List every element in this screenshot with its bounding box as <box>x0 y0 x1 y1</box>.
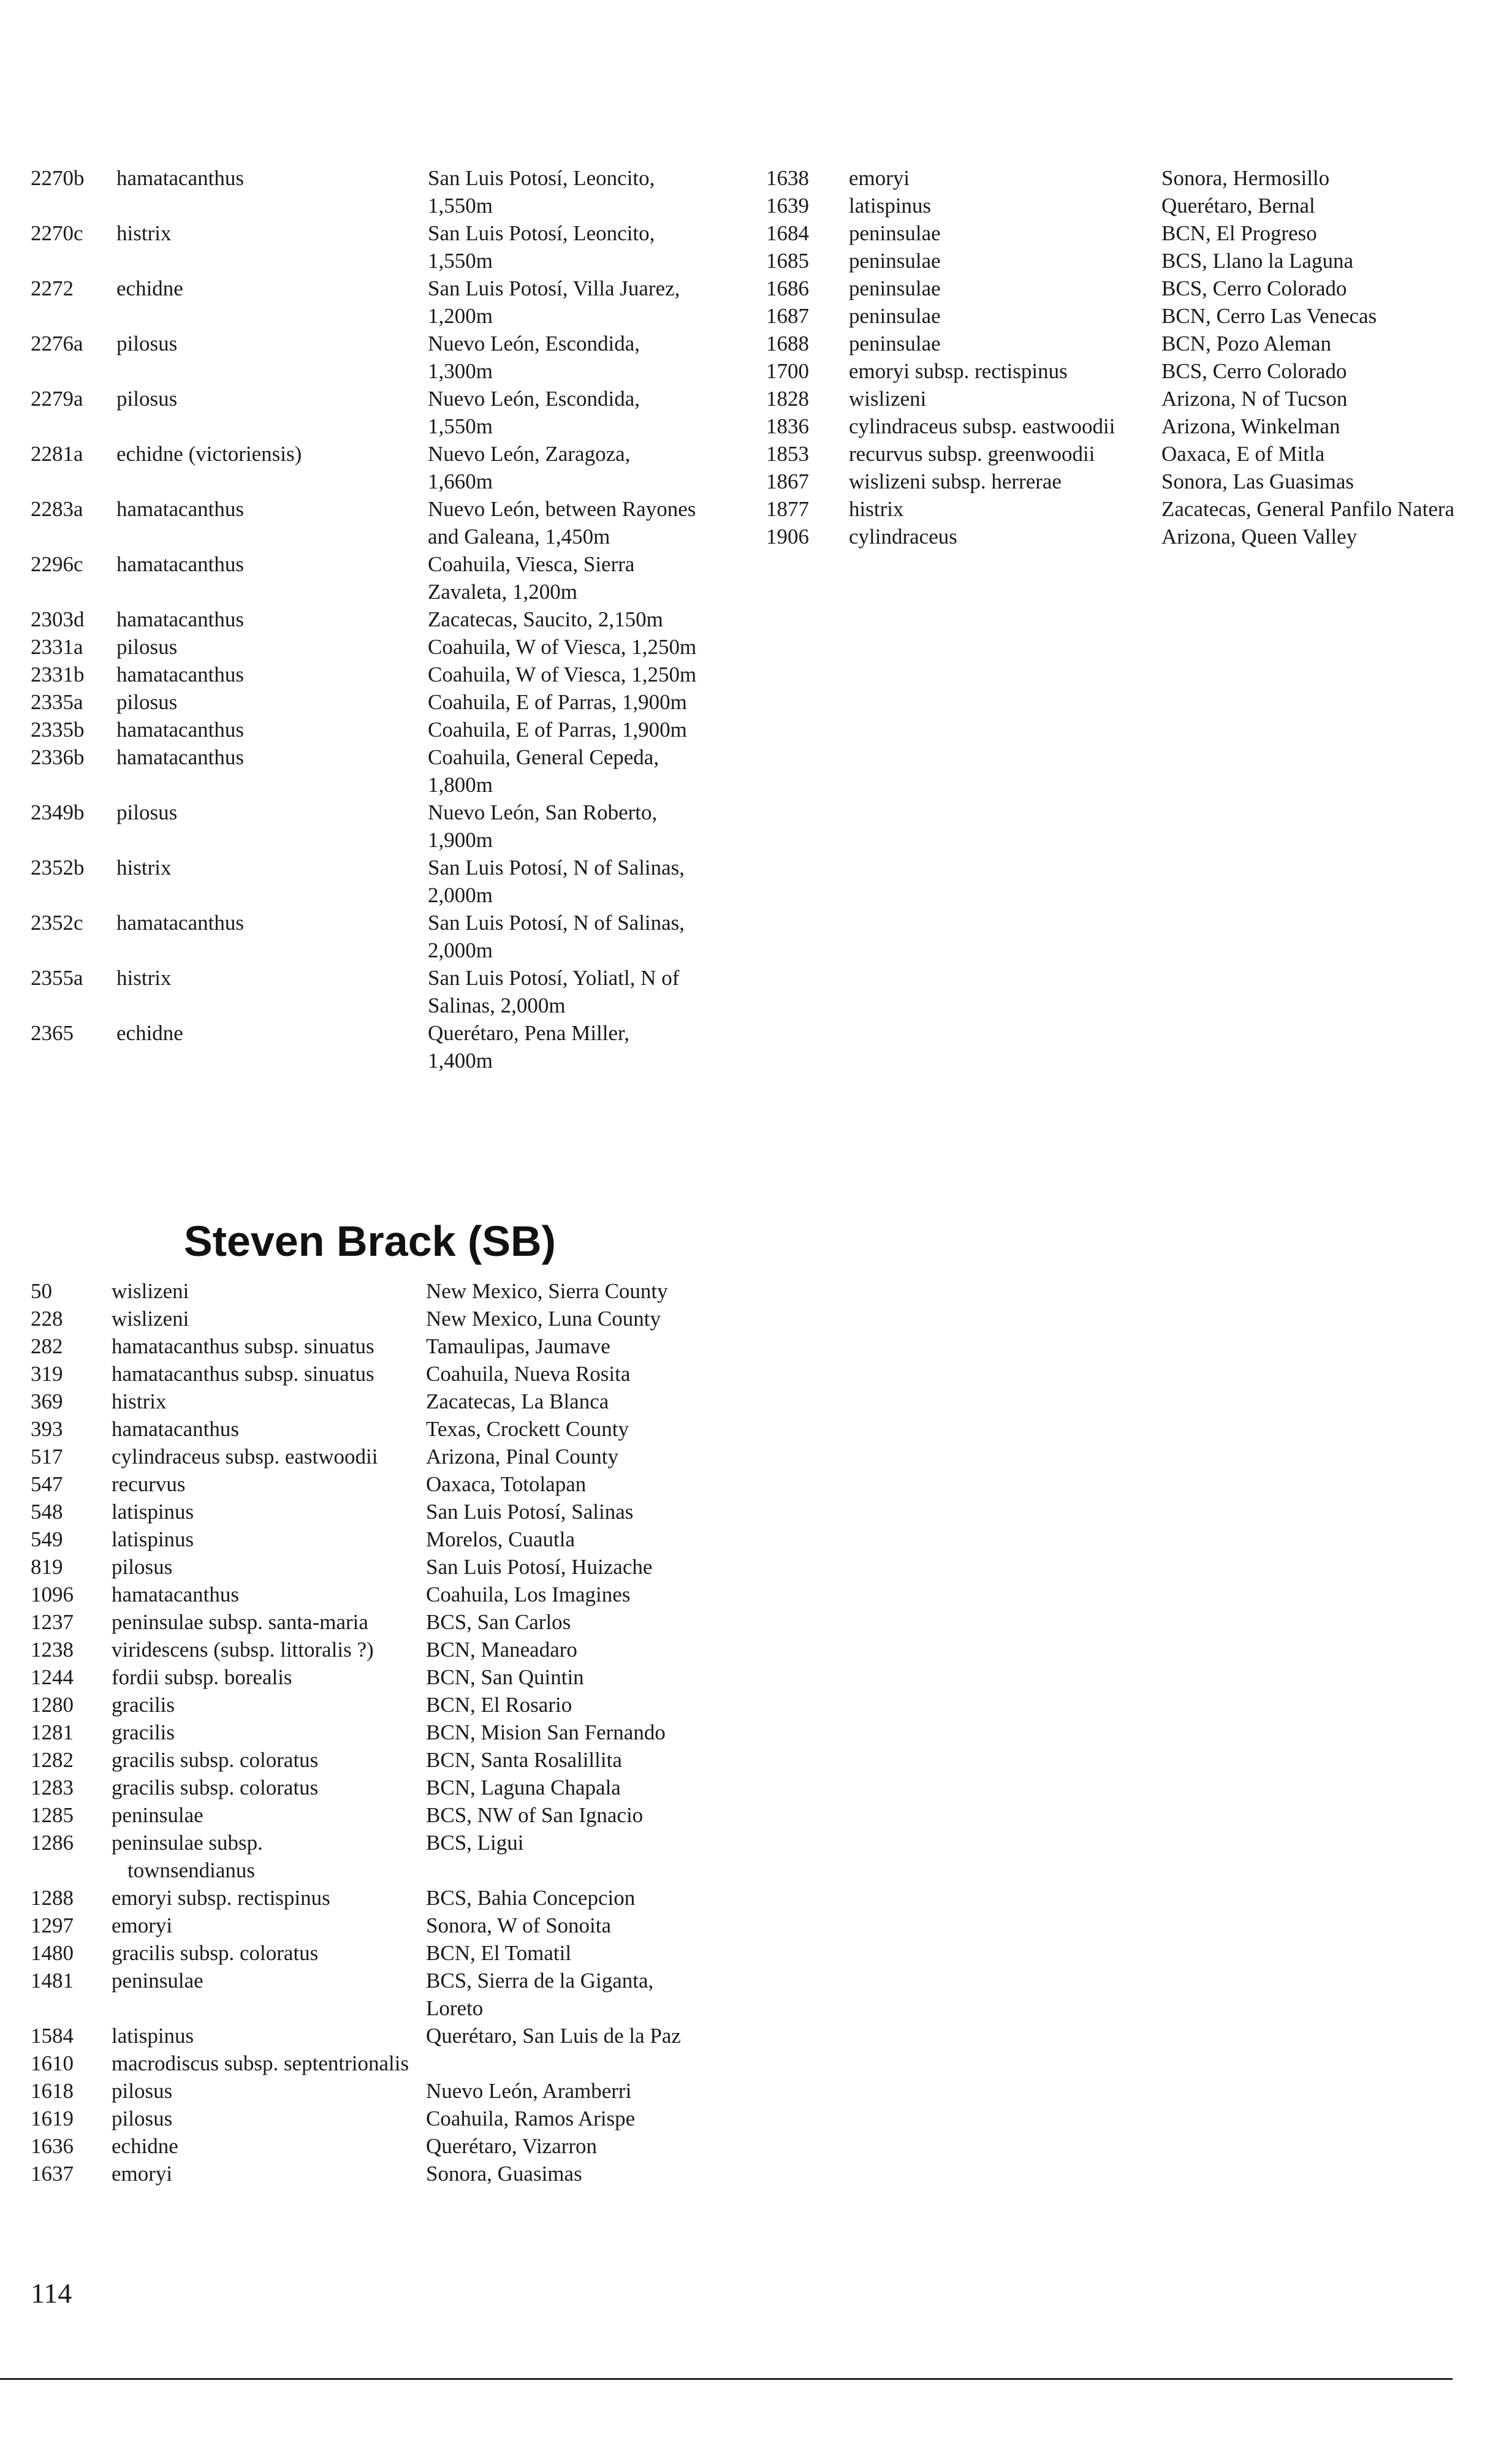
list-item <box>766 330 1471 357</box>
specimen-number: 319 <box>31 1362 63 1386</box>
locality: Querétaro, Pena Miller, 1,400m <box>428 1021 630 1073</box>
specimen-number: 2283a <box>31 497 83 521</box>
specimen-number: 1481 <box>31 1969 74 1993</box>
list-item <box>31 440 693 495</box>
locality: BCN, El Rosario <box>426 1693 572 1717</box>
list-item <box>766 192 1471 219</box>
specimen-number: 369 <box>31 1389 63 1413</box>
list-item <box>31 2077 699 2105</box>
locality: Nuevo León, Escondida, 1,550m <box>428 387 640 438</box>
specimen-number: 1684 <box>766 221 809 245</box>
specimen-number: 1687 <box>766 304 809 328</box>
species-name: pilosus <box>116 800 178 824</box>
list-item <box>31 1636 699 1663</box>
locality: Arizona, Winkelman <box>1161 414 1340 438</box>
locality: Coahuila, W of Viesca, 1,250m <box>428 635 697 659</box>
specimen-number: 1836 <box>766 414 809 438</box>
locality: Coahuila, W of Viesca, 1,250m <box>428 663 697 686</box>
list-item <box>31 688 693 716</box>
list-item <box>766 247 1471 275</box>
locality: Morelos, Cuautla <box>426 1527 576 1551</box>
locality: San Luis Potosí, Yoliatl, N of Salinas, 2,000m <box>428 966 680 1017</box>
locality: Tamaulipas, Jaumave <box>426 1334 610 1358</box>
locality: Sonora, W of Sonoita <box>426 1913 612 1937</box>
specimen-number: 1285 <box>31 1803 74 1827</box>
locality: BCS, Cerro Colorado <box>1161 359 1347 383</box>
locality: Arizona, Pinal County <box>426 1445 618 1469</box>
specimen-number: 1619 <box>31 2107 74 2130</box>
specimen-number: 548 <box>31 1500 63 1524</box>
species-name: gracilis subsp. coloratus <box>112 1748 319 1772</box>
locality: Nuevo León, between Rayones and Galeana, 1,450m <box>428 497 696 549</box>
locality: BCN, Pozo Aleman <box>1161 332 1332 355</box>
specimen-number: 2335a <box>31 690 83 714</box>
specimen-number: 2352b <box>31 856 85 880</box>
specimen-number: 2296c <box>31 552 83 576</box>
species-name: gracilis subsp. coloratus <box>112 1941 319 1965</box>
species-name: pilosus <box>116 332 178 355</box>
specimen-number: 2331a <box>31 635 83 659</box>
locality: Zacatecas, La Blanca <box>426 1389 609 1413</box>
list-item <box>31 164 693 219</box>
species-name: latispinus <box>112 1500 194 1524</box>
specimen-number: 1636 <box>31 2134 74 2158</box>
collection-list-left-top <box>31 164 697 1074</box>
list-item <box>31 2050 699 2077</box>
specimen-number: 819 <box>31 1555 63 1579</box>
locality: BCN, Laguna Chapala <box>426 1776 621 1799</box>
species-name: gracilis <box>112 1720 175 1744</box>
specimen-number: 2352c <box>31 911 83 935</box>
species-name: wislizeni subsp. herrerae <box>849 469 1062 493</box>
specimen-number: 2270c <box>31 221 83 245</box>
locality: Oaxaca, Totolapan <box>426 1472 587 1496</box>
locality: BCS, Llano la Laguna <box>1161 249 1354 273</box>
specimen-number: 2336b <box>31 745 85 769</box>
species-name: histrix <box>116 856 172 880</box>
locality: BCS, NW of San Ignacio <box>426 1803 644 1827</box>
locality: New Mexico, Luna County <box>426 1307 661 1331</box>
list-item <box>31 1332 699 1360</box>
species-name: peninsulae <box>849 249 941 273</box>
specimen-number: 2335b <box>31 718 85 742</box>
species-name: hamatacanthus <box>116 745 244 769</box>
locality: Arizona, N of Tucson <box>1161 387 1348 411</box>
list-item <box>31 2105 699 2132</box>
specimen-number: 2272 <box>31 276 74 300</box>
species-name: emoryi <box>112 2162 173 2186</box>
list-item <box>31 219 693 275</box>
page-number: 114 <box>31 2278 72 2309</box>
species-name: pilosus <box>112 2107 173 2130</box>
species-name: wislizeni <box>849 387 927 411</box>
list-item <box>31 495 696 550</box>
list-item <box>31 2160 699 2187</box>
specimen-number: 1867 <box>766 469 809 493</box>
species-name: peninsulae <box>112 1803 203 1827</box>
list-item <box>31 385 693 440</box>
list-item <box>766 412 1471 440</box>
specimen-number: 50 <box>31 1279 52 1303</box>
specimen-number: 1700 <box>766 359 809 383</box>
list-item <box>31 1967 699 2022</box>
bottom-rule <box>0 2378 1453 2380</box>
species-name: pilosus <box>116 635 178 659</box>
specimen-number: 2331b <box>31 663 85 686</box>
specimen-number: 1853 <box>766 442 809 466</box>
locality: Coahuila, Nueva Rosita <box>426 1362 631 1386</box>
species-name: viridescens (subsp. littoralis ?) <box>112 1638 374 1662</box>
locality: San Luis Potosí, Leoncito, 1,550m <box>428 221 655 273</box>
specimen-number: 2365 <box>31 1021 74 1045</box>
list-item <box>31 1415 699 1443</box>
species-name: pilosus <box>112 1555 173 1579</box>
list-item <box>31 1526 699 1553</box>
list-item <box>31 1719 699 1746</box>
specimen-number: 1828 <box>766 387 809 411</box>
species-name: wislizeni <box>112 1307 189 1331</box>
species-name: hamatacanthus <box>116 497 244 521</box>
list-item <box>31 1019 693 1074</box>
list-item <box>31 1360 699 1388</box>
list-item <box>31 1581 699 1608</box>
species-name: histrix <box>116 966 172 990</box>
specimen-number: 1906 <box>766 525 809 549</box>
species-name: peninsulae subsp. <box>112 1831 263 1855</box>
species-name: hamatacanthus subsp. sinuatus <box>112 1334 374 1358</box>
locality: Zacatecas, Saucito, 2,150m <box>428 607 663 631</box>
locality <box>426 1829 699 1856</box>
specimen-number: 2281a <box>31 442 83 466</box>
locality: BCN, San Quintin <box>426 1665 584 1689</box>
specimen-number: 549 <box>31 1527 63 1551</box>
specimen-number: 1280 <box>31 1693 74 1717</box>
locality: New Mexico, Sierra County <box>426 1279 668 1303</box>
species-name: pilosus <box>112 2079 173 2103</box>
species-name: hamatacanthus <box>116 166 244 190</box>
list-item <box>31 1912 699 1939</box>
species-name: emoryi <box>112 1913 173 1937</box>
list-item <box>31 1388 699 1415</box>
locality: Coahuila, General Cepeda, 1,800m <box>428 745 659 797</box>
species-name: echidne <box>112 2134 178 2158</box>
collection-list-left-bottom <box>31 1277 699 2187</box>
list-item <box>766 302 1471 330</box>
locality: San Luis Potosí, Huizache <box>426 1555 653 1579</box>
list-item <box>31 1443 699 1470</box>
specimen-number: 1639 <box>766 194 809 218</box>
locality: Coahuila, Los Imagines <box>426 1583 631 1606</box>
specimen-number: 282 <box>31 1334 63 1358</box>
locality: Arizona, Queen Valley <box>1161 525 1358 549</box>
list-item <box>31 633 697 661</box>
species-name: hamatacanthus <box>116 911 244 935</box>
specimen-number: 2276a <box>31 332 83 355</box>
list-item <box>31 1498 699 1526</box>
list-item <box>31 1691 699 1719</box>
species-name: latispinus <box>849 194 932 218</box>
species-name: histrix <box>116 221 172 245</box>
specimen-number: 1877 <box>766 497 809 521</box>
species-name: hamatacanthus <box>112 1583 239 1606</box>
specimen-number: 1286 <box>31 1831 74 1855</box>
locality: BCN, Cerro Las Venecas <box>1161 304 1377 328</box>
collection-list-right <box>766 164 1471 550</box>
species-name: hamatacanthus <box>116 663 244 686</box>
specimen-number: 2355a <box>31 966 83 990</box>
locality: Coahuila, Viesca, Sierra Zavaleta, 1,200m <box>428 552 635 604</box>
specimen-number: 547 <box>31 1472 63 1496</box>
specimen-number: 1686 <box>766 276 809 300</box>
locality: BCN, El Progreso <box>1161 221 1317 245</box>
species-name: echidne <box>116 1021 183 1045</box>
locality: San Luis Potosí, N of Salinas, 2,000m <box>428 911 685 962</box>
species-name: peninsulae <box>849 221 941 245</box>
species-name: emoryi subsp. rectispinus <box>112 1886 330 1910</box>
list-item <box>766 164 1471 192</box>
locality: BCS, Sierra de la Giganta, Loreto <box>426 1969 654 2020</box>
specimen-number: 2270b <box>31 166 85 190</box>
species-name: peninsulae <box>849 332 941 355</box>
specimen-number: 1237 <box>31 1610 74 1634</box>
specimen-number: 1238 <box>31 1638 74 1662</box>
list-item <box>31 743 693 799</box>
species-name: echidne (victoriensis) <box>116 442 302 466</box>
list-item <box>31 550 693 606</box>
species-name: echidne <box>116 276 183 300</box>
species-name: gracilis subsp. coloratus <box>112 1776 319 1799</box>
list-item <box>31 1470 699 1498</box>
list-item <box>31 1553 699 1581</box>
species-name: hamatacanthus <box>116 718 244 742</box>
specimen-number: 1480 <box>31 1941 74 1965</box>
species-name: cylindraceus subsp. eastwoodii <box>112 1445 378 1469</box>
species-name: hamatacanthus <box>112 1417 239 1441</box>
specimen-number: 1096 <box>31 1583 74 1606</box>
list-item <box>766 495 1471 523</box>
locality: San Luis Potosí, Villa Juarez, 1,200m <box>428 276 680 328</box>
list-item <box>31 1277 699 1305</box>
list-item <box>766 523 1471 550</box>
locality: BCN, Mision San Fernando <box>426 1720 666 1744</box>
species-name-continued: townsendianus <box>127 1858 256 1882</box>
locality-text: BCS, Ligui <box>426 1831 524 1855</box>
specimen-number: 1688 <box>766 332 809 355</box>
list-item <box>31 1801 699 1829</box>
list-item <box>31 716 693 743</box>
species-name: recurvus subsp. greenwoodii <box>849 442 1095 466</box>
list-item <box>31 799 693 854</box>
list-item <box>766 468 1471 495</box>
species-name: hamatacanthus subsp. sinuatus <box>112 1362 374 1386</box>
locality: BCS, San Carlos <box>426 1610 571 1634</box>
specimen-number: 2349b <box>31 800 85 824</box>
species-name: peninsulae <box>849 276 941 300</box>
locality: Zacatecas, General Panfilo Natera <box>1161 497 1455 521</box>
list-item <box>766 357 1471 385</box>
locality: BCN, El Tomatil <box>426 1941 572 1965</box>
specimen-number: 1685 <box>766 249 809 273</box>
species-name: wislizeni <box>112 1279 189 1303</box>
locality: Querétaro, San Luis de la Paz <box>426 2024 681 2048</box>
specimen-number: 1244 <box>31 1665 74 1689</box>
species-name: emoryi subsp. rectispinus <box>849 359 1068 383</box>
locality: Nuevo León, Zaragoza, 1,660m <box>428 442 631 493</box>
list-item <box>31 2132 699 2160</box>
list-item <box>31 1939 699 1967</box>
species-name: gracilis <box>112 1693 175 1717</box>
locality: San Luis Potosí, N of Salinas, 2,000m <box>428 856 685 907</box>
list-item <box>31 1746 699 1774</box>
locality: Sonora, Guasimas <box>426 2162 582 2186</box>
species-name: pilosus <box>116 690 178 714</box>
list-item <box>31 1884 699 1912</box>
species-name: histrix <box>849 497 904 521</box>
list-item <box>766 385 1471 412</box>
species-name: hamatacanthus <box>116 607 244 631</box>
specimen-number: 1282 <box>31 1748 74 1772</box>
list-item <box>766 440 1471 468</box>
specimen-number: 1281 <box>31 1720 74 1744</box>
locality: Sonora, Las Guasimas <box>1161 469 1354 493</box>
locality: BCN, Santa Rosalillita <box>426 1748 622 1772</box>
locality: Sonora, Hermosillo <box>1161 166 1330 190</box>
specimen-number: 1618 <box>31 2079 74 2103</box>
specimen-number: 2303d <box>31 607 85 631</box>
specimen-number: 1283 <box>31 1776 74 1799</box>
list-item <box>31 606 693 633</box>
locality: Coahuila, E of Parras, 1,900m <box>428 718 687 742</box>
locality: San Luis Potosí, Salinas <box>426 1500 634 1524</box>
specimen-number: 1637 <box>31 2162 74 2186</box>
list-item <box>31 909 693 964</box>
list-item <box>31 1663 699 1691</box>
list-item <box>31 1774 699 1801</box>
species-name: recurvus <box>112 1472 186 1496</box>
specimen-number: 517 <box>31 1445 63 1469</box>
locality: Nuevo León, Aramberri <box>426 2079 632 2103</box>
list-item <box>766 275 1471 302</box>
list-item <box>31 2022 699 2050</box>
locality: Coahuila, E of Parras, 1,900m <box>428 690 687 714</box>
species-name: cylindraceus subsp. eastwoodii <box>849 414 1115 438</box>
locality: San Luis Potosí, Leoncito, 1,550m <box>428 166 655 218</box>
locality: BCS, Bahia Concepcion <box>426 1886 636 1910</box>
locality: Texas, Crockett County <box>426 1417 629 1441</box>
locality: BCN, Maneadaro <box>426 1638 577 1662</box>
specimen-number: 393 <box>31 1417 63 1441</box>
species-name: peninsulae subsp. santa-maria <box>112 1610 368 1634</box>
locality: Nuevo León, San Roberto, 1,900m <box>428 800 658 852</box>
specimen-number: 2279a <box>31 387 83 411</box>
specimen-number: 1288 <box>31 1886 74 1910</box>
species-name: peninsulae <box>112 1969 203 1993</box>
locality: Querétaro, Bernal <box>1161 194 1315 218</box>
list-item <box>31 1305 699 1332</box>
species-name: hamatacanthus <box>116 552 244 576</box>
specimen-number: 228 <box>31 1307 63 1331</box>
list-item <box>766 219 1471 247</box>
list-item <box>31 964 693 1019</box>
species-name: latispinus <box>112 2024 194 2048</box>
list-item <box>31 854 693 909</box>
locality: Nuevo León, Escondida, 1,300m <box>428 332 640 383</box>
list-item <box>31 330 693 385</box>
list-item <box>31 1829 699 1884</box>
specimen-number: 1584 <box>31 2024 74 2048</box>
specimen-number: 1297 <box>31 1913 74 1937</box>
specimen-number: 1638 <box>766 166 809 190</box>
locality: Oaxaca, E of Mitla <box>1161 442 1325 466</box>
locality: BCS, Cerro Colorado <box>1161 276 1347 300</box>
species-name: histrix <box>112 1389 167 1413</box>
list-item <box>31 275 693 330</box>
specimen-number: 1610 <box>31 2051 74 2075</box>
species-name: emoryi <box>849 166 910 190</box>
species-name: pilosus <box>116 387 178 411</box>
locality: Querétaro, Vizarron <box>426 2134 598 2158</box>
species-name: peninsulae <box>849 304 941 328</box>
list-item <box>31 661 697 688</box>
locality: Coahuila, Ramos Arispe <box>426 2107 636 2130</box>
collector-heading: Steven Brack (SB) <box>184 1217 556 1265</box>
list-item <box>31 1608 699 1636</box>
species-name: latispinus <box>112 1527 194 1551</box>
species-name: fordii subsp. borealis <box>112 1665 292 1689</box>
species-name: cylindraceus <box>849 525 957 549</box>
species-name: macrodiscus subsp. septentrionalis <box>112 2051 409 2075</box>
